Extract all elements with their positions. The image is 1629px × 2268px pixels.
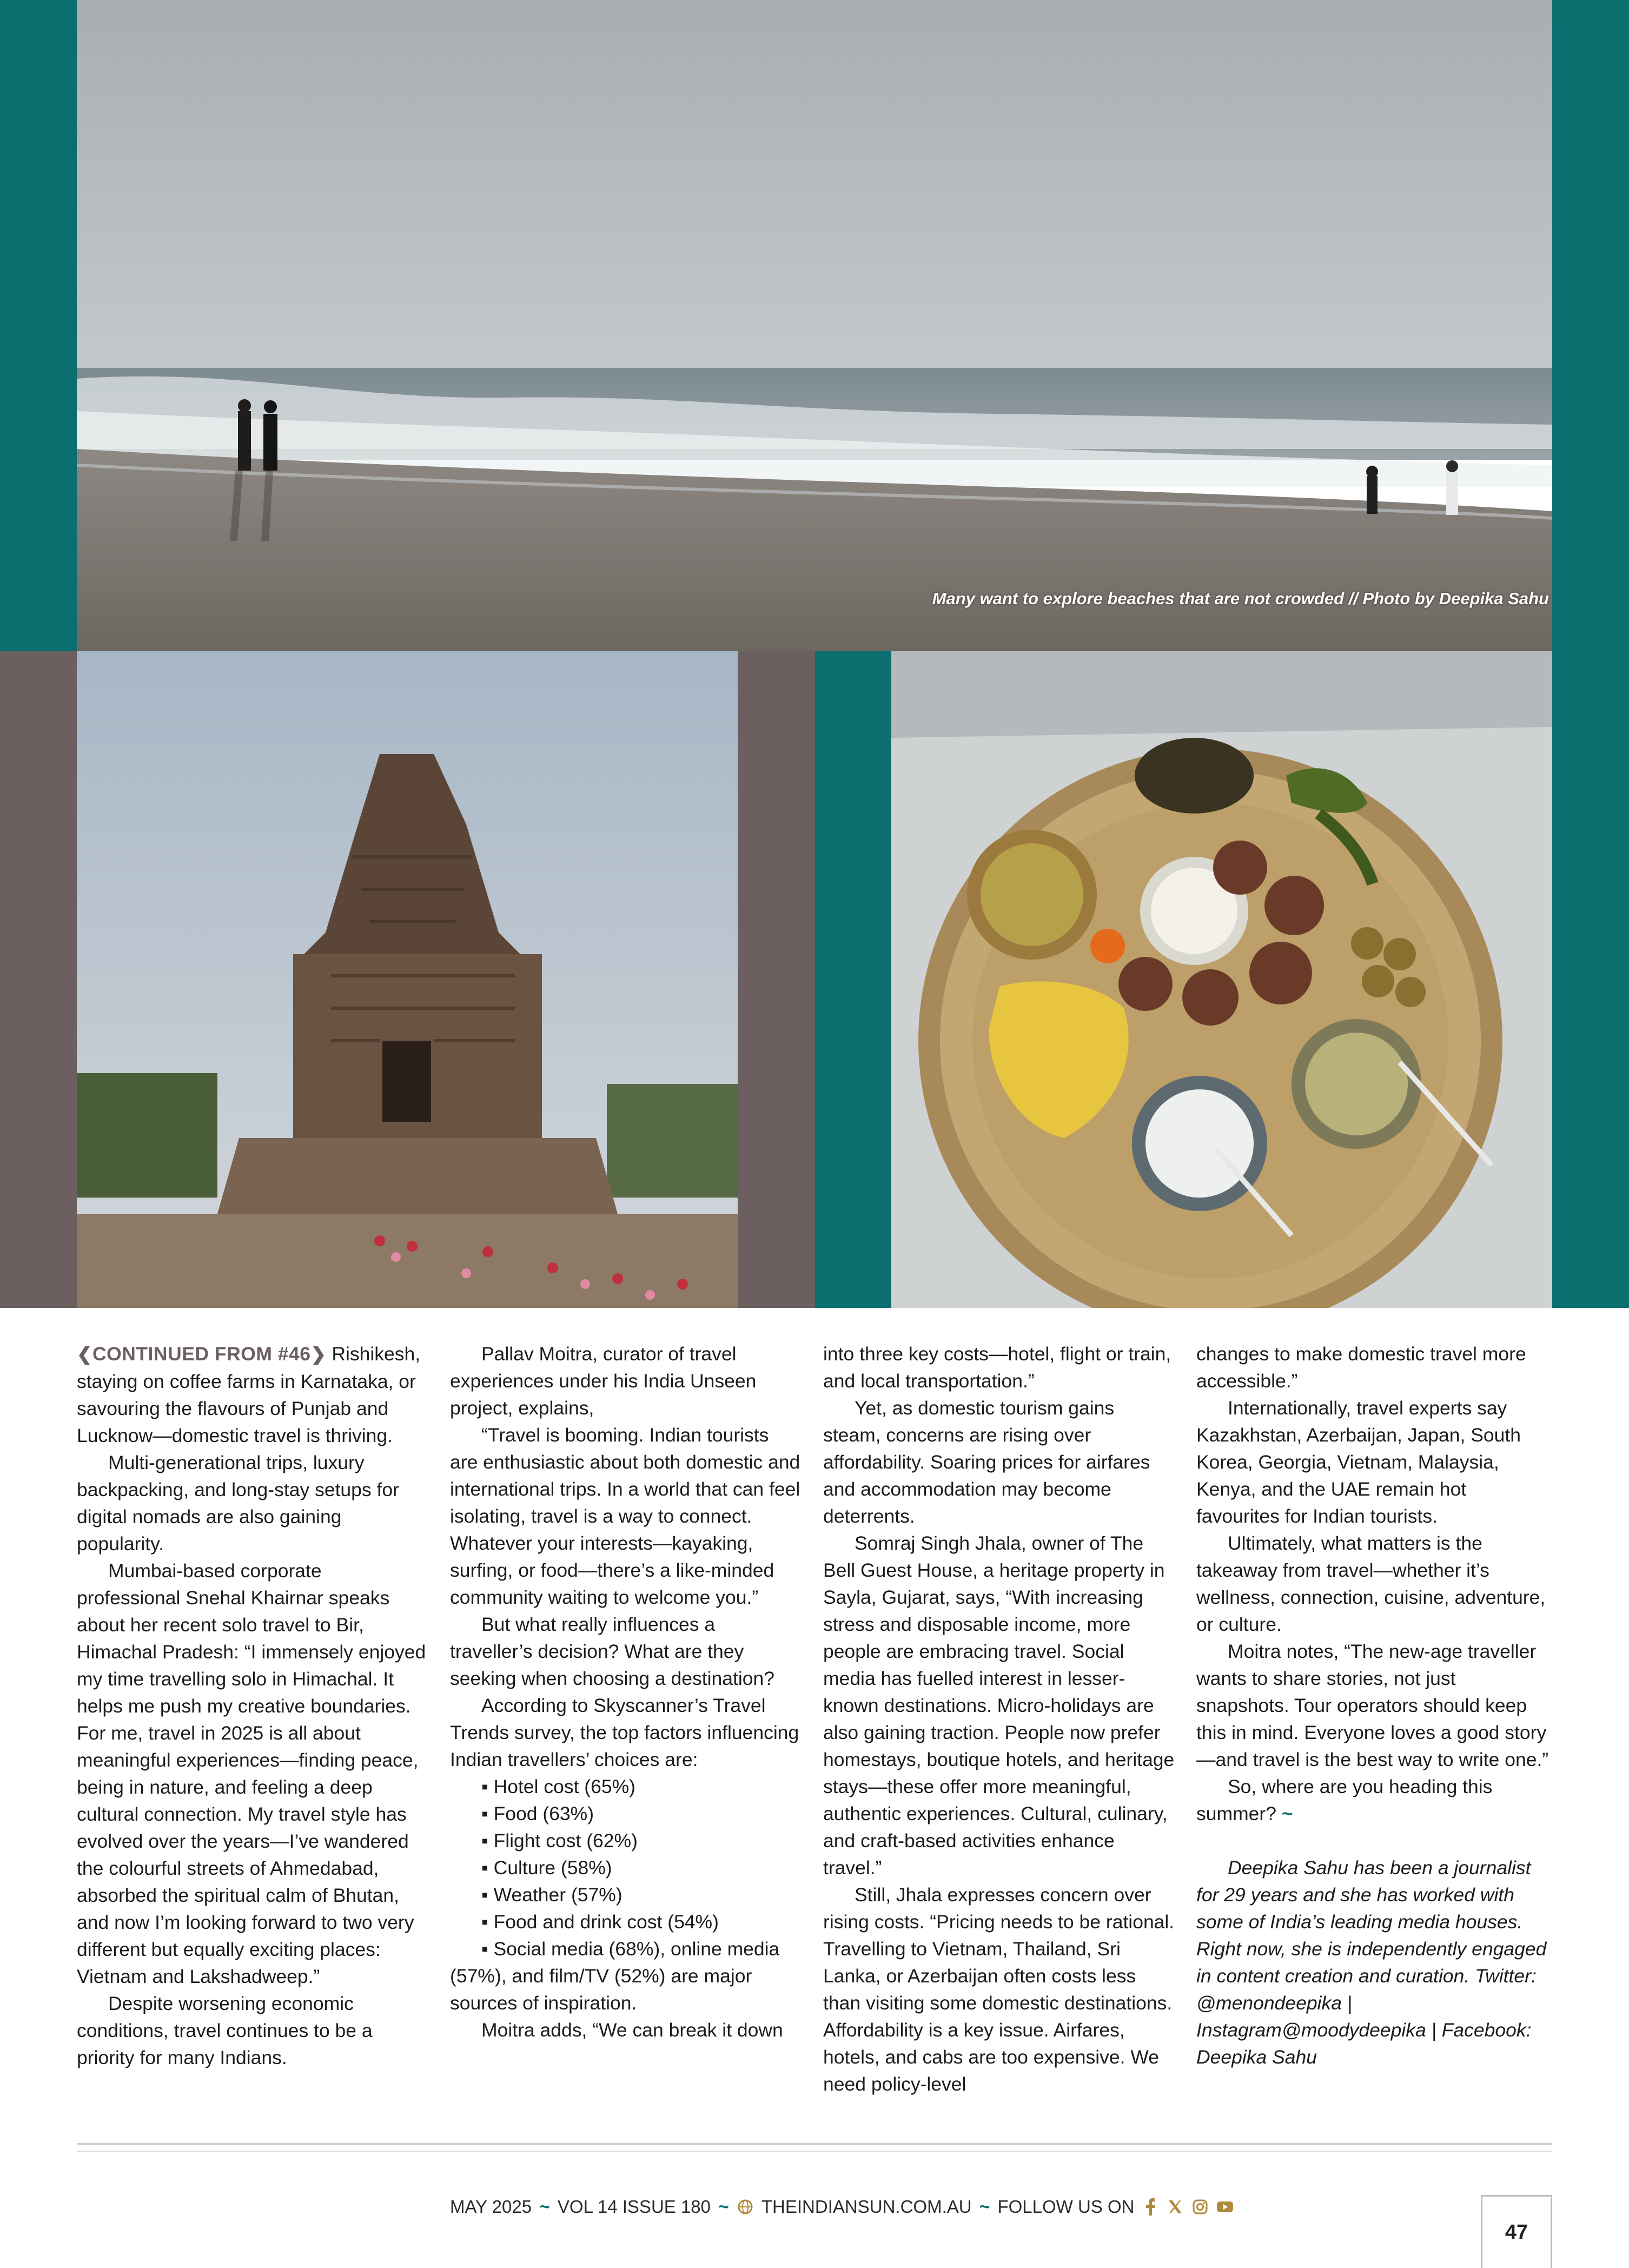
chevron-right-icon: ❯ <box>310 1344 327 1365</box>
article-paragraph: Somraj Singh Jhala, owner of The Bell Guest House, a heritage property in Sayla, Gujarat, says, “With increasing stress and disposable income, more people are embracing travel. Social media has fuelled interest in lesser-known destinations. Micro-holidays are also gaining traction. People now prefer homestays, boutique hotels, and heritage stays—these offer more meaningful, authentic experiences. Cultural, culinary, and craft-based activities enhance travel.” <box>823 1532 1175 1879</box>
facebook-icon[interactable] <box>1142 2198 1159 2216</box>
bullet-icon: ▪ <box>481 1938 494 1960</box>
instagram-icon[interactable] <box>1191 2198 1209 2216</box>
footer-rule <box>77 2143 1552 2145</box>
article-paragraph: Pallav Moitra, curator of travel experiences under his India Unseen project, explains, <box>450 1343 757 1419</box>
article-paragraph: According to Skyscanner’s Travel Trends survey, the top factors influencing Indian travellers’ choices are: <box>450 1695 799 1770</box>
list-item: ▪ Culture (58%) <box>481 1854 802 1881</box>
article-paragraph: Despite worsening economic conditions, travel continues to be a priority for many Indians. <box>77 1993 373 2068</box>
continued-from-tag: ❮CONTINUED FROM #46❯ <box>77 1343 327 1365</box>
beach-photo <box>77 0 1552 651</box>
article-column-2 <box>450 1340 802 2044</box>
youtube-icon[interactable] <box>1216 2198 1234 2216</box>
thali-photo <box>891 651 1552 1308</box>
survey-factor-list <box>450 1773 802 1935</box>
article-paragraph: Mumbai-based corporate professional Snehal Khairnar speaks about her recent solo travel to Bir, Himachal Pradesh: “I immensely enjoyed my time travelling solo in Himachal. It helps me push my creative boundaries. For me, travel in 2025 is all about meaningful experiences—finding peace, being in nature, and feeling a deep cultural connection. My travel style has evolved over the years—I’ve wandered the colourful streets of Ahmedabad, absorbed the spiritual calm of Bhutan, and now I’m looking forward to two very different but equally exciting places: Vietnam and Lakshadweep.” <box>77 1560 426 1987</box>
temple-photo <box>77 651 738 1308</box>
x-icon[interactable] <box>1167 2198 1184 2216</box>
list-item: ▪ Weather (57%) <box>481 1881 802 1908</box>
globe-icon <box>737 2198 754 2216</box>
article-column-3 <box>823 1340 1175 2098</box>
separator-icon: ~ <box>718 2196 729 2217</box>
list-item: ▪ Flight cost (62%) <box>481 1827 802 1854</box>
separator-icon: ~ <box>979 2196 990 2217</box>
end-of-article-icon: ~ <box>1281 1803 1293 1824</box>
author-bio: Deepika Sahu has been a journalist for 29 years and she has worked with some of India’s leading media houses. Right now, she is independently engaged in content creation and curation. Twitter: @menondeepika | Instagram@moodydeepika | Facebook: Deepika Sahu <box>1196 1857 1547 2068</box>
list-item: ▪ Food and drink cost (54%) <box>481 1908 802 1935</box>
article-paragraph: Ultimately, what matters is the takeaway from travel—whether it’s wellness, connection, cuisine, adventure, or culture. <box>1196 1532 1546 1635</box>
article-paragraph: Internationally, travel experts say Kazakhstan, Azerbaijan, Japan, South Korea, Georgia, Vietnam, Malaysia, Kenya, and the UAE remain hot favourites for Indian tourists. <box>1196 1397 1521 1527</box>
list-item: ▪ Food (63%) <box>481 1800 802 1827</box>
article-paragraph: Still, Jhala expresses concern over rising costs. “Pricing needs to be rational. Travelling to Vietnam, Thailand, Sri Lanka, or Azerbaijan often costs less than visiting some domestic destinations. Affordability is a key issue. Airfares, hotels, and cabs are too expensive. We need policy-level <box>823 1884 1175 2095</box>
article-paragraph: ❮CONTINUED FROM #46❯ Rishikesh, staying on coffee farms in Karnataka, or savouring the flavours of Punjab and Lucknow—domestic travel is thriving. <box>77 1343 421 1446</box>
article-column-4 <box>1196 1340 1553 2071</box>
article-paragraph: But what really influences a traveller’s decision? What are they seeking when choosing a destination? <box>450 1614 774 1689</box>
issue-date: MAY 2025 <box>450 2197 532 2217</box>
article-paragraph: Moitra notes, “The new-age traveller wants to share stories, not just snapshots. Tour operators should keep this in mind. Everyone loves a good story—and travel is the best way to write one.” <box>1196 1641 1549 1770</box>
page-number: 47 <box>1481 2195 1552 2268</box>
follow-label: FOLLOW US ON <box>997 2197 1135 2217</box>
article-paragraph: Multi-generational trips, luxury backpacking, and long-stay setups for digital nomads are also gaining popularity. <box>77 1452 399 1555</box>
beach-photo-caption: Many want to explore beaches that are not crowded // Photo by Deepika Sahu <box>932 589 1549 608</box>
page-footer <box>450 2195 1234 2219</box>
article-paragraph: So, where are you heading this summer? ~ <box>1196 1776 1493 1824</box>
article-paragraph: changes to make domestic travel more accessible.” <box>1196 1343 1526 1392</box>
chevron-left-icon: ❮ <box>77 1344 92 1365</box>
teal-band-right <box>1552 0 1629 651</box>
website-link[interactable]: THEINDIANSUN.COM.AU <box>761 2197 972 2217</box>
article-paragraph: Yet, as domestic tourism gains steam, concerns are rising over affordability. Soaring prices for airfares and accommodation may become deterrents. <box>823 1397 1150 1527</box>
issue-volume: VOL 14 ISSUE 180 <box>557 2197 711 2217</box>
article-paragraph: Moitra adds, “We can break it down <box>481 2019 783 2041</box>
article-column-1 <box>77 1340 428 2071</box>
teal-band-left <box>0 0 77 651</box>
list-item: ▪ Hotel cost (65%) <box>481 1773 802 1800</box>
article-paragraph: into three key costs—hotel, flight or train, and local transportation.” <box>823 1343 1171 1392</box>
article-paragraph: ▪ Social media (68%), online media (57%), and film/TV (52%) are major sources of inspiration. <box>450 1938 780 2014</box>
footer-rule-thin <box>77 2151 1552 2152</box>
article-paragraph: “Travel is booming. Indian tourists are enthusiastic about both domestic and international trips. In a world that can feel isolating, travel is a way to connect. Whatever your interests—kayaking, surfing, or food—there’s a like-minded community waiting to welcome you.” <box>450 1424 800 1608</box>
separator-icon: ~ <box>539 2196 550 2217</box>
